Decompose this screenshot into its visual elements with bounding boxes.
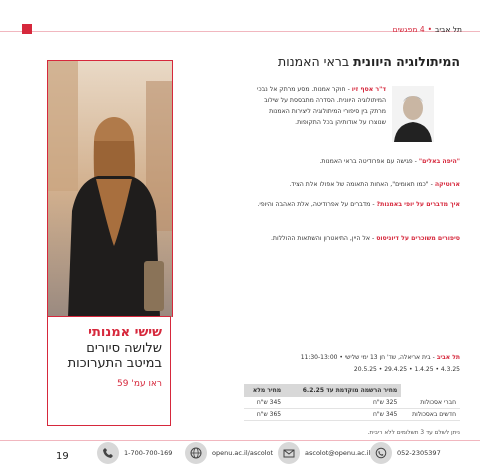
feature-panel [47,316,171,426]
whatsapp-icon [370,442,392,464]
phone-icon [97,442,119,464]
lecture-item-text: - מדברים על אפרודיטה, אלת האהבה והיופי. [257,201,377,208]
price-header-cell: מחיר הרשמה מוקדמת עד 6.2.25 [285,384,401,397]
course-title-rest: בראי האמנות [278,54,350,69]
header-square-marker [22,24,32,34]
lecturer-bio [252,84,386,128]
lecture-item-text: - פגישה עם אפרודיטה בראי האמנות. [319,158,419,165]
footer-phone1[interactable] [97,442,172,464]
payment-note: ניתן לשלם עד 3 תשלומים ללא ריבית. [367,430,460,436]
feature-title: שישי אמנותי [88,325,162,340]
course-title [242,54,460,70]
website-text: openu.ac.il/ascolot [212,449,274,457]
bottom-divider [0,440,480,441]
price-cell: חברי אסכולות [401,397,460,409]
header-breadcrumb: תל אביב•4 מפגשים [392,25,462,34]
price-table-header [244,384,460,397]
lecture-item-title: ארוטיקה [434,181,460,188]
email-text: ascolot@openu.ac.il [305,449,371,457]
footer-email[interactable] [278,442,370,464]
schedule-location: תל אביב [436,354,460,361]
schedule-info: - בית אריאלה, שד' חן 13 ימי שלישי • 11:30-13:00 [300,354,437,361]
price-cell: 345 ש"ח [285,409,401,421]
footer-website[interactable] [185,442,273,464]
price-header-cell [401,384,460,397]
footer-phone2[interactable] [370,442,441,464]
table-row [244,397,460,409]
price-table [244,384,460,421]
lecture-item-title: איך מדברים על יופי באמנות? [376,201,460,208]
mail-icon [278,442,300,464]
lecture-item-text: - אל היין, התיאטרון והשתאות ההוללות. [270,235,377,242]
header-location: תל אביב [435,25,462,34]
price-header-cell: מחיר מלא [244,384,285,397]
feature-subtitle-line2: במיטב התערוכות [67,356,162,371]
lecturer-bio-text: - חוקר אמנות. מסע מרתק אל נבכי המיתולוגיה היוונית. הסדרה מתבססת על שילוב מרתק בין סיפורי המיתולוגיה ליצירות האמנות שנוצרו על אודותיהן בכל התקופות. [257,86,386,126]
header-sessions: 4 מפגשים [392,25,425,34]
lecture-item-title: סיפורים משוכרים על דיוניסוס [376,235,460,242]
price-cell: 345 ש"ח [244,397,285,409]
lecturer-name: ד"ר אסף זיו [351,86,386,93]
lecture-item [242,179,460,190]
lecture-item [242,233,460,244]
lecture-item [242,199,460,210]
lecture-item [242,156,460,167]
feature-see-page: ראו עמ' 59 [117,379,162,389]
globe-icon [185,442,207,464]
feature-subtitle-line1: שלושה סיורים [86,341,162,356]
schedule-dates: 4.3.25 • 1.4.25 • 29.4.25 • 20.5.25 [353,366,460,373]
page-number: 19 [56,451,69,462]
phone1-text: 1-700-700-169 [124,449,173,457]
price-cell: חדשים באסכולות [401,409,460,421]
price-cell: 365 ש"ח [244,409,285,421]
lecture-item-title: "היפה באלים" [418,158,460,165]
schedule-line [242,352,460,363]
lecturer-portrait [392,86,434,142]
lecture-item-text: - "כמו תאומים", האחות התאומה של אפולו אלת הציד. [289,181,435,188]
price-cell: 325 ש"ח [285,397,401,409]
phone2-text: 052-2305397 [397,449,441,457]
feature-photo [47,60,173,317]
table-row [244,409,460,421]
course-title-bold: המיתולוגיה היוונית [353,54,460,69]
